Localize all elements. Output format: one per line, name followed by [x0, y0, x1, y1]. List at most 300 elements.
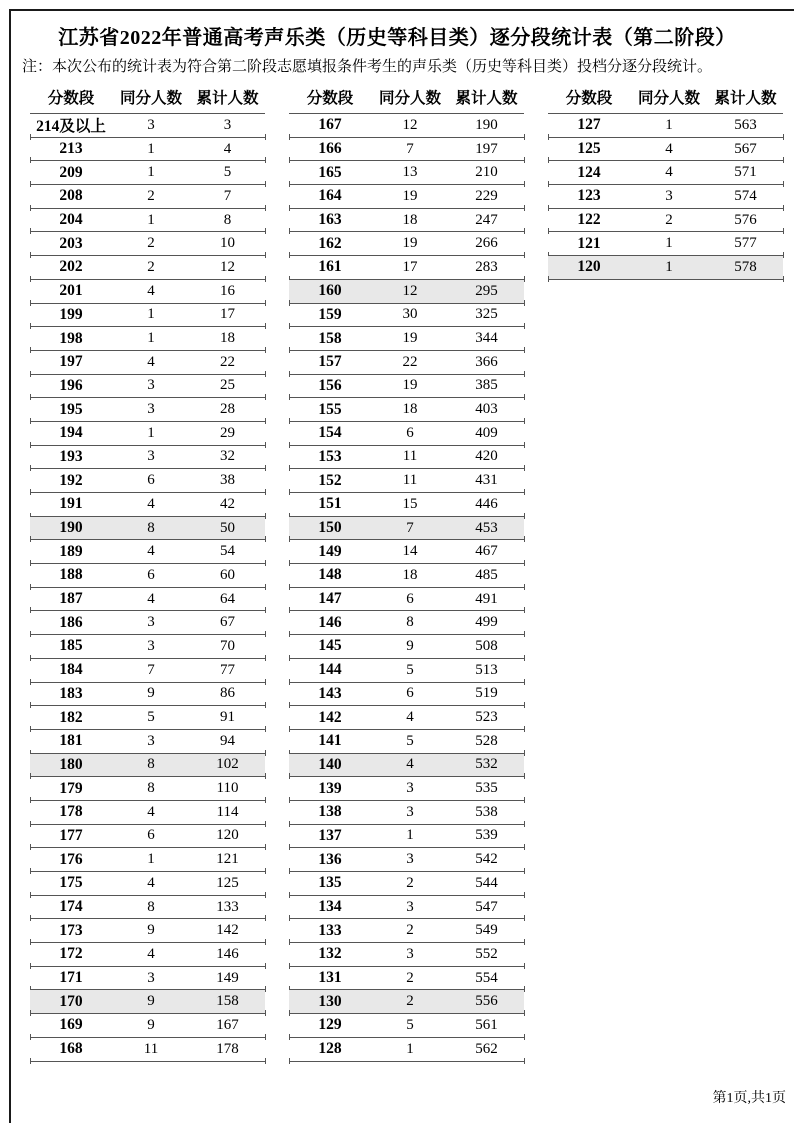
score-range-cell: 128 — [318, 1040, 342, 1058]
cumulative-count-cell: 178 — [216, 1040, 239, 1057]
score-range-cell: 123 — [577, 187, 601, 205]
score-range-cell: 180 — [59, 755, 83, 773]
same-score-count-cell: 4 — [665, 140, 673, 157]
same-score-count-cell: 5 — [406, 1016, 414, 1033]
cumulative-count-cell: 167 — [216, 1016, 239, 1033]
same-score-count-cell: 3 — [406, 898, 414, 915]
table-row — [289, 967, 524, 991]
cumulative-count-cell: 561 — [475, 1016, 498, 1033]
same-score-count-cell: 1 — [147, 851, 155, 868]
cumulative-count-cell: 385 — [475, 377, 498, 394]
table-body — [289, 114, 524, 1062]
table-row — [289, 611, 524, 635]
same-score-count-cell: 1 — [147, 164, 155, 181]
same-score-count-cell: 4 — [147, 282, 155, 299]
col-header-same-score-count: 同分人数 — [378, 90, 441, 107]
cumulative-count-cell: 70 — [220, 637, 235, 654]
same-score-count-cell: 8 — [147, 519, 155, 536]
cumulative-count-cell: 3 — [223, 116, 232, 133]
table-row — [289, 375, 524, 399]
same-score-count-cell: 13 — [402, 164, 418, 181]
same-score-count-cell: 3 — [147, 732, 155, 749]
table-row — [30, 446, 265, 470]
same-score-count-cell: 3 — [147, 637, 155, 654]
same-score-count-cell: 5 — [406, 661, 414, 678]
table-row — [548, 256, 783, 280]
table-row — [289, 990, 524, 1014]
same-score-count-cell: 7 — [406, 519, 414, 536]
same-score-count-cell: 1 — [665, 116, 673, 133]
table-row — [289, 683, 524, 707]
score-range-cell: 144 — [318, 661, 342, 679]
score-range-cell: 174 — [59, 898, 83, 916]
score-range-cell: 154 — [318, 424, 342, 442]
cumulative-count-cell: 453 — [475, 519, 498, 536]
table-row — [289, 588, 524, 612]
table-row — [30, 754, 265, 778]
score-range-cell: 203 — [59, 234, 83, 252]
cumulative-count-cell: 532 — [475, 756, 498, 773]
score-range-cell: 121 — [577, 234, 601, 252]
score-range-cell: 129 — [318, 1016, 342, 1034]
score-range-cell: 159 — [318, 305, 342, 323]
score-range-cell: 175 — [59, 874, 83, 892]
same-score-count-cell: 18 — [402, 401, 418, 418]
cumulative-count-cell: 102 — [216, 756, 239, 773]
col-header-same-score-count: 同分人数 — [119, 90, 182, 107]
cumulative-count-cell: 4 — [223, 140, 232, 157]
cumulative-count-cell: 420 — [475, 448, 498, 465]
same-score-count-cell: 6 — [406, 590, 414, 607]
cumulative-count-cell: 528 — [475, 732, 498, 749]
cumulative-count-cell: 146 — [216, 945, 239, 962]
score-range-cell: 170 — [59, 992, 83, 1010]
same-score-count-cell: 1 — [147, 330, 155, 347]
same-score-count-cell: 3 — [406, 803, 414, 820]
score-range-cell: 156 — [318, 376, 342, 394]
same-score-count-cell: 7 — [406, 140, 414, 157]
table-row — [30, 896, 265, 920]
same-score-count-cell: 12 — [402, 282, 418, 299]
table-row — [289, 564, 524, 588]
same-score-count-cell: 9 — [147, 922, 155, 939]
cumulative-count-cell: 18 — [220, 330, 235, 347]
cumulative-count-cell: 120 — [216, 827, 239, 844]
table-row — [30, 635, 265, 659]
cumulative-count-cell: 22 — [220, 353, 235, 370]
score-range-cell: 169 — [59, 1016, 83, 1034]
score-range-cell: 145 — [318, 637, 342, 655]
same-score-count-cell: 4 — [406, 756, 414, 773]
same-score-count-cell: 2 — [147, 235, 155, 252]
score-range-cell: 153 — [318, 447, 342, 465]
cumulative-count-cell: 247 — [475, 211, 498, 228]
same-score-count-cell: 6 — [147, 827, 155, 844]
cumulative-count-cell: 535 — [475, 780, 498, 797]
same-score-count-cell: 2 — [147, 187, 155, 204]
score-range-cell: 125 — [577, 140, 601, 158]
col-header-cumulative-count: 累计人数 — [714, 90, 777, 107]
table-row — [30, 588, 265, 612]
score-range-cell: 132 — [318, 945, 342, 963]
score-range-cell: 190 — [59, 519, 83, 537]
score-range-cell: 143 — [318, 684, 342, 702]
score-range-cell: 131 — [318, 969, 342, 987]
table-row — [289, 1038, 524, 1062]
table-row — [289, 659, 524, 683]
note-text: 注：本次公布的统计表为符合第二阶段志愿填报条件考生的声乐类（历史等科目类）投档分逐分段统计。 — [22, 59, 713, 75]
score-table-3 — [548, 83, 783, 1062]
table-row — [289, 469, 524, 493]
table-row — [289, 943, 524, 967]
cumulative-count-cell: 325 — [475, 306, 498, 323]
same-score-count-cell: 9 — [406, 637, 414, 654]
score-range-cell: 164 — [318, 187, 342, 205]
score-range-cell: 148 — [318, 566, 342, 584]
table-row — [30, 943, 265, 967]
cumulative-count-cell: 10 — [220, 235, 235, 252]
cumulative-count-cell: 60 — [220, 566, 235, 583]
cumulative-count-cell: 38 — [220, 472, 235, 489]
cumulative-count-cell: 513 — [475, 661, 498, 678]
cumulative-count-cell: 366 — [475, 353, 498, 370]
score-range-cell: 168 — [59, 1040, 83, 1058]
cumulative-count-cell: 578 — [734, 258, 757, 275]
cumulative-count-cell: 446 — [475, 495, 498, 512]
same-score-count-cell: 3 — [406, 851, 414, 868]
table-row — [30, 185, 265, 209]
same-score-count-cell: 9 — [147, 1016, 155, 1033]
score-range-cell: 167 — [318, 116, 342, 134]
score-range-cell: 184 — [59, 661, 83, 679]
same-score-count-cell: 8 — [147, 780, 155, 797]
table-row — [30, 493, 265, 517]
cumulative-count-cell: 556 — [475, 993, 498, 1010]
score-range-cell: 158 — [318, 329, 342, 347]
cumulative-count-cell: 94 — [220, 732, 235, 749]
table-row — [30, 801, 265, 825]
table-row — [30, 540, 265, 564]
cumulative-count-cell: 499 — [475, 614, 498, 631]
same-score-count-cell: 14 — [402, 543, 418, 560]
table-row — [289, 730, 524, 754]
same-score-count-cell: 1 — [147, 306, 155, 323]
score-range-cell: 124 — [577, 163, 601, 181]
table-row — [30, 375, 265, 399]
cumulative-count-cell: 574 — [734, 187, 757, 204]
cumulative-count-cell: 121 — [216, 851, 239, 868]
score-range-cell: 194 — [59, 424, 83, 442]
cumulative-count-cell: 7 — [223, 187, 232, 204]
table-row — [289, 777, 524, 801]
score-range-cell: 195 — [59, 400, 83, 418]
table-body — [30, 114, 265, 1062]
score-range-cell: 133 — [318, 921, 342, 939]
table-row — [30, 683, 265, 707]
table-row — [30, 825, 265, 849]
score-range-cell: 193 — [59, 447, 83, 465]
cumulative-count-cell: 25 — [220, 377, 235, 394]
table-row — [30, 990, 265, 1014]
table-row — [30, 114, 265, 138]
cumulative-count-cell: 431 — [475, 472, 498, 489]
same-score-count-cell: 3 — [147, 448, 155, 465]
score-range-cell: 192 — [59, 471, 83, 489]
score-range-cell: 141 — [318, 732, 342, 750]
score-range-cell: 201 — [59, 282, 83, 300]
same-score-count-cell: 4 — [406, 709, 414, 726]
cumulative-count-cell: 547 — [475, 898, 498, 915]
cumulative-count-cell: 67 — [220, 614, 235, 631]
cumulative-count-cell: 190 — [475, 116, 498, 133]
cumulative-count-cell: 539 — [475, 827, 498, 844]
same-score-count-cell: 3 — [665, 187, 673, 204]
table-row — [289, 801, 524, 825]
same-score-count-cell: 19 — [402, 187, 418, 204]
same-score-count-cell: 2 — [406, 993, 414, 1010]
cumulative-count-cell: 54 — [220, 543, 235, 560]
cumulative-count-cell: 142 — [216, 922, 239, 939]
cumulative-count-cell: 554 — [475, 969, 498, 986]
score-range-cell: 196 — [59, 376, 83, 394]
table-row — [289, 161, 524, 185]
same-score-count-cell: 2 — [406, 922, 414, 939]
cumulative-count-cell: 64 — [220, 590, 235, 607]
table-row — [30, 422, 265, 446]
table-row — [289, 256, 524, 280]
cumulative-count-cell: 409 — [475, 424, 498, 441]
table-row — [548, 138, 783, 162]
table-row — [30, 1038, 265, 1062]
cumulative-count-cell: 32 — [220, 448, 235, 465]
table-row — [289, 446, 524, 470]
same-score-count-cell: 6 — [406, 685, 414, 702]
score-range-cell: 138 — [318, 803, 342, 821]
same-score-count-cell: 19 — [402, 235, 418, 252]
same-score-count-cell: 4 — [147, 945, 155, 962]
table-row — [289, 351, 524, 375]
cumulative-count-cell: 133 — [216, 898, 239, 915]
score-range-cell: 163 — [318, 211, 342, 229]
cumulative-count-cell: 158 — [216, 993, 239, 1010]
table-row — [30, 517, 265, 541]
same-score-count-cell: 30 — [402, 306, 418, 323]
tables-region — [30, 83, 794, 1062]
same-score-count-cell: 1 — [147, 424, 155, 441]
same-score-count-cell: 2 — [406, 969, 414, 986]
page-title: 江苏省2022年普通高考声乐类（历史等科目类）逐分段统计表（第二阶段） — [58, 27, 736, 49]
cumulative-count-cell: 571 — [734, 164, 757, 181]
table-header — [30, 83, 265, 114]
cumulative-count-cell: 283 — [475, 258, 498, 275]
table-row — [30, 280, 265, 304]
same-score-count-cell: 8 — [406, 614, 414, 631]
table-row — [30, 256, 265, 280]
cumulative-count-cell: 403 — [475, 401, 498, 418]
same-score-count-cell: 3 — [147, 969, 155, 986]
score-range-cell: 171 — [59, 969, 83, 987]
same-score-count-cell: 19 — [402, 330, 418, 347]
table-body — [548, 114, 783, 280]
table-row — [30, 469, 265, 493]
same-score-count-cell: 17 — [402, 258, 418, 275]
table-row — [30, 611, 265, 635]
score-table-1 — [30, 83, 265, 1062]
same-score-count-cell: 3 — [147, 377, 155, 394]
same-score-count-cell: 4 — [147, 543, 155, 560]
score-range-cell: 199 — [59, 305, 83, 323]
cumulative-count-cell: 344 — [475, 330, 498, 347]
same-score-count-cell: 1 — [147, 211, 155, 228]
table-row — [289, 848, 524, 872]
score-range-cell: 134 — [318, 898, 342, 916]
score-range-cell: 204 — [59, 211, 83, 229]
col-header-score-range: 分数段 — [306, 90, 354, 107]
cumulative-count-cell: 28 — [220, 401, 235, 418]
score-range-cell: 150 — [318, 519, 342, 537]
table-row — [548, 114, 783, 138]
score-range-cell: 152 — [318, 471, 342, 489]
col-header-same-score-count: 同分人数 — [637, 90, 700, 107]
score-range-cell: 161 — [318, 258, 342, 276]
cumulative-count-cell: 562 — [475, 1040, 498, 1057]
same-score-count-cell: 6 — [406, 424, 414, 441]
same-score-count-cell: 11 — [402, 472, 418, 489]
cumulative-count-cell: 576 — [734, 211, 757, 228]
score-range-cell: 185 — [59, 637, 83, 655]
cumulative-count-cell: 266 — [475, 235, 498, 252]
score-range-cell: 213 — [59, 140, 83, 158]
table-row — [289, 706, 524, 730]
cumulative-count-cell: 567 — [734, 140, 757, 157]
table-row — [289, 138, 524, 162]
cumulative-count-cell: 538 — [475, 803, 498, 820]
table-row — [289, 280, 524, 304]
cumulative-count-cell: 29 — [220, 424, 235, 441]
same-score-count-cell: 1 — [406, 1040, 414, 1057]
cumulative-count-cell: 467 — [475, 543, 498, 560]
same-score-count-cell: 18 — [402, 566, 418, 583]
cumulative-count-cell: 229 — [475, 187, 498, 204]
score-range-cell: 209 — [59, 163, 83, 181]
score-range-cell: 127 — [577, 116, 601, 134]
cumulative-count-cell: 552 — [475, 945, 498, 962]
same-score-count-cell: 15 — [402, 495, 418, 512]
cumulative-count-cell: 50 — [220, 519, 235, 536]
same-score-count-cell: 3 — [406, 945, 414, 962]
same-score-count-cell: 3 — [147, 116, 155, 133]
table-row — [30, 659, 265, 683]
table-row — [548, 161, 783, 185]
same-score-count-cell: 6 — [147, 472, 155, 489]
same-score-count-cell: 9 — [147, 685, 155, 702]
same-score-count-cell: 1 — [406, 827, 414, 844]
cumulative-count-cell: 91 — [220, 709, 235, 726]
table-row — [289, 872, 524, 896]
table-row — [289, 896, 524, 920]
score-range-cell: 179 — [59, 779, 83, 797]
same-score-count-cell: 5 — [406, 732, 414, 749]
table-row — [289, 209, 524, 233]
cumulative-count-cell: 149 — [216, 969, 239, 986]
cumulative-count-cell: 508 — [475, 637, 498, 654]
table-row — [289, 185, 524, 209]
same-score-count-cell: 4 — [147, 803, 155, 820]
same-score-count-cell: 1 — [665, 235, 673, 252]
table-row — [30, 919, 265, 943]
score-range-cell: 160 — [318, 282, 342, 300]
same-score-count-cell: 22 — [402, 353, 418, 370]
score-range-cell: 120 — [577, 258, 601, 276]
table-header — [289, 83, 524, 114]
score-range-cell: 151 — [318, 495, 342, 513]
same-score-count-cell: 19 — [402, 377, 418, 394]
col-header-score-range: 分数段 — [565, 90, 613, 107]
table-row — [289, 232, 524, 256]
cumulative-count-cell: 197 — [475, 140, 498, 157]
table-row — [30, 138, 265, 162]
score-range-cell: 208 — [59, 187, 83, 205]
score-range-cell: 157 — [318, 353, 342, 371]
same-score-count-cell: 5 — [147, 709, 155, 726]
score-range-cell: 130 — [318, 992, 342, 1010]
table-row — [289, 114, 524, 138]
table-row — [30, 161, 265, 185]
score-range-cell: 162 — [318, 234, 342, 252]
col-header-cumulative-count: 累计人数 — [455, 90, 518, 107]
score-range-cell: 142 — [318, 708, 342, 726]
table-row — [289, 919, 524, 943]
score-range-cell: 183 — [59, 684, 83, 702]
score-range-cell: 189 — [59, 542, 83, 560]
score-range-cell: 188 — [59, 566, 83, 584]
table-row — [30, 730, 265, 754]
table-row — [289, 825, 524, 849]
table-row — [289, 327, 524, 351]
score-range-cell: 187 — [59, 590, 83, 608]
same-score-count-cell: 3 — [406, 780, 414, 797]
same-score-count-cell: 11 — [402, 448, 418, 465]
score-range-cell: 122 — [577, 211, 601, 229]
cumulative-count-cell: 485 — [475, 566, 498, 583]
score-range-cell: 198 — [59, 329, 83, 347]
cumulative-count-cell: 519 — [475, 685, 498, 702]
table-row — [289, 493, 524, 517]
score-range-cell: 137 — [318, 826, 342, 844]
table-row — [289, 635, 524, 659]
table-row — [30, 327, 265, 351]
table-row — [30, 232, 265, 256]
same-score-count-cell: 1 — [665, 258, 673, 275]
cumulative-count-cell: 86 — [220, 685, 235, 702]
score-range-cell: 140 — [318, 755, 342, 773]
score-range-cell: 146 — [318, 613, 342, 631]
table-row — [30, 777, 265, 801]
same-score-count-cell: 4 — [147, 874, 155, 891]
score-range-cell: 166 — [318, 140, 342, 158]
same-score-count-cell: 3 — [147, 614, 155, 631]
score-range-cell: 176 — [59, 850, 83, 868]
score-range-cell: 214及以上 — [36, 118, 106, 136]
score-table-2 — [289, 83, 524, 1062]
score-range-cell: 136 — [318, 850, 342, 868]
table-row — [30, 967, 265, 991]
cumulative-count-cell: 12 — [220, 258, 235, 275]
same-score-count-cell: 11 — [143, 1040, 159, 1057]
table-header — [548, 83, 783, 114]
same-score-count-cell: 7 — [147, 661, 155, 678]
cumulative-count-cell: 17 — [220, 306, 235, 323]
